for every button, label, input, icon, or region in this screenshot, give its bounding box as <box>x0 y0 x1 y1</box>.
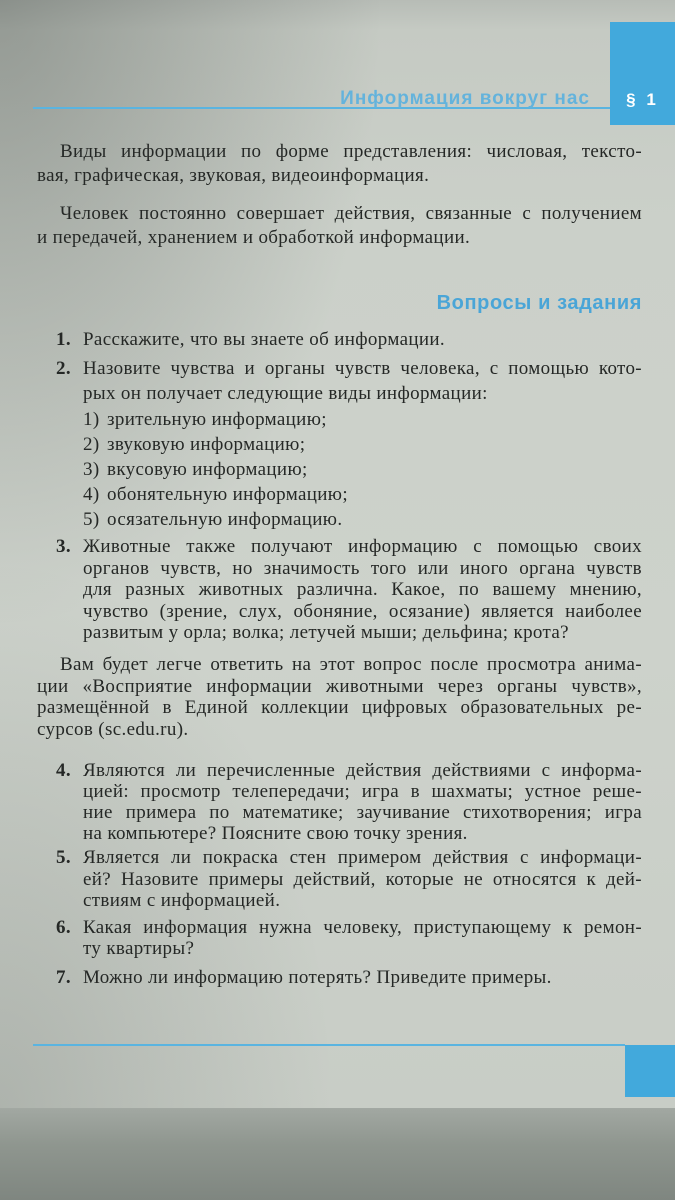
text-line: Расскажите, что вы знаете об информации. <box>83 329 446 350</box>
text-line: развитым у орла; волка; летучей мыши; дельфина; крота? <box>83 622 569 643</box>
surface-below-page <box>0 1108 675 1200</box>
text-line: Назовите чувства и органы чувств человека, с помощью кото- <box>83 358 642 379</box>
list-text: осязательную информацию. <box>107 509 343 530</box>
question-2 <box>0 356 642 406</box>
list-number: 2) <box>83 434 100 455</box>
question-4 <box>0 760 642 844</box>
section-tab <box>610 22 675 125</box>
question-6 <box>0 917 642 959</box>
question-number: 4. <box>56 760 71 781</box>
section-number: § 1 <box>626 90 659 109</box>
text-line: на компьютере? Поясните свою точку зрения. <box>83 823 468 844</box>
list-number: 1) <box>83 409 100 430</box>
text-line: цией: просмотр телепередачи; игра в шахматы; устное реше- <box>83 781 642 802</box>
question-5 <box>0 847 642 912</box>
text-line: Можно ли информацию потерять? Приведите примеры. <box>83 967 552 988</box>
list-item <box>83 457 642 482</box>
text-line: ей? Назовите примеры действий, которые не относятся к дей- <box>83 868 642 890</box>
text-line: ние примера по математике; заучивание стихотворения; игра <box>83 802 642 823</box>
footer-rule <box>33 1044 625 1046</box>
list-item <box>83 432 642 457</box>
text-line: ции «Восприятие информации животными через органы чувств», <box>37 675 642 697</box>
question-text <box>83 356 642 406</box>
information-kinds-list <box>83 407 642 532</box>
question-number: 5. <box>56 847 71 868</box>
question-number: 6. <box>56 917 71 938</box>
text-line: Являются ли перечисленные действия действиями с информа- <box>83 760 642 781</box>
question-text <box>83 536 642 644</box>
intro-paragraph-forms <box>37 140 642 188</box>
question-number: 7. <box>56 967 71 988</box>
list-item <box>83 507 642 532</box>
question-number: 3. <box>56 536 71 557</box>
text-line: чувство (зрение, слух, обоняние, осязание) является наиболее <box>83 600 642 622</box>
text-line: органов чувств, но значимость того или иного органа чувств <box>83 557 642 579</box>
list-text: зрительную информацию; <box>107 409 327 430</box>
running-title: Информация вокруг нас <box>340 88 590 109</box>
note-paragraph <box>37 654 642 741</box>
text-line: Человек постоянно совершает действия, связанные с получением <box>60 203 642 224</box>
list-text: звуковую информацию; <box>107 434 306 455</box>
list-number: 5) <box>83 509 100 530</box>
question-text <box>83 328 642 352</box>
question-text <box>83 847 642 912</box>
text-line: сурсов (sc.edu.ru). <box>37 719 189 741</box>
footer-tab <box>625 1045 675 1097</box>
list-number: 3) <box>83 459 100 480</box>
question-text <box>83 967 642 989</box>
text-line: ствиям с информацией. <box>83 890 281 911</box>
question-number: 1. <box>56 329 71 350</box>
questions-heading: Вопросы и задания <box>436 292 642 314</box>
question-text <box>83 760 642 844</box>
list-text: обонятельную информацию; <box>107 484 348 505</box>
question-3 <box>0 536 642 644</box>
question-7 <box>0 967 642 989</box>
text-line: размещённой в Единой коллекции цифровых образовательных ре- <box>37 697 642 719</box>
text-line: Какая информация нужна человеку, приступающему к ремон- <box>83 917 642 938</box>
text-line: Животные также получают информацию с помощью своих <box>83 536 642 557</box>
text-line: рых он получает следующие виды информации: <box>83 383 488 404</box>
question-1 <box>0 328 642 352</box>
text-line: вая, графическая, звуковая, видеоинформация. <box>37 165 430 186</box>
list-item <box>83 407 642 432</box>
list-number: 4) <box>83 484 100 505</box>
text-line: для разных животных различна. Какое, по вашему мнению, <box>83 579 642 600</box>
text-line: Виды информации по форме представления: числовая, тексто- <box>60 141 642 162</box>
question-number: 2. <box>56 358 71 379</box>
list-item <box>83 482 642 507</box>
text-line: Вам будет легче ответить на этот вопрос после просмотра анима- <box>60 654 642 675</box>
list-text: вкусовую информацию; <box>107 459 308 480</box>
text-line: ту квартиры? <box>83 938 195 959</box>
intro-paragraph-actions <box>37 202 642 250</box>
text-line: и передачей, хранением и обработкой информации. <box>37 227 471 248</box>
question-text <box>83 917 642 959</box>
text-line: Является ли покраска стен примером действия с информаци- <box>83 847 642 868</box>
